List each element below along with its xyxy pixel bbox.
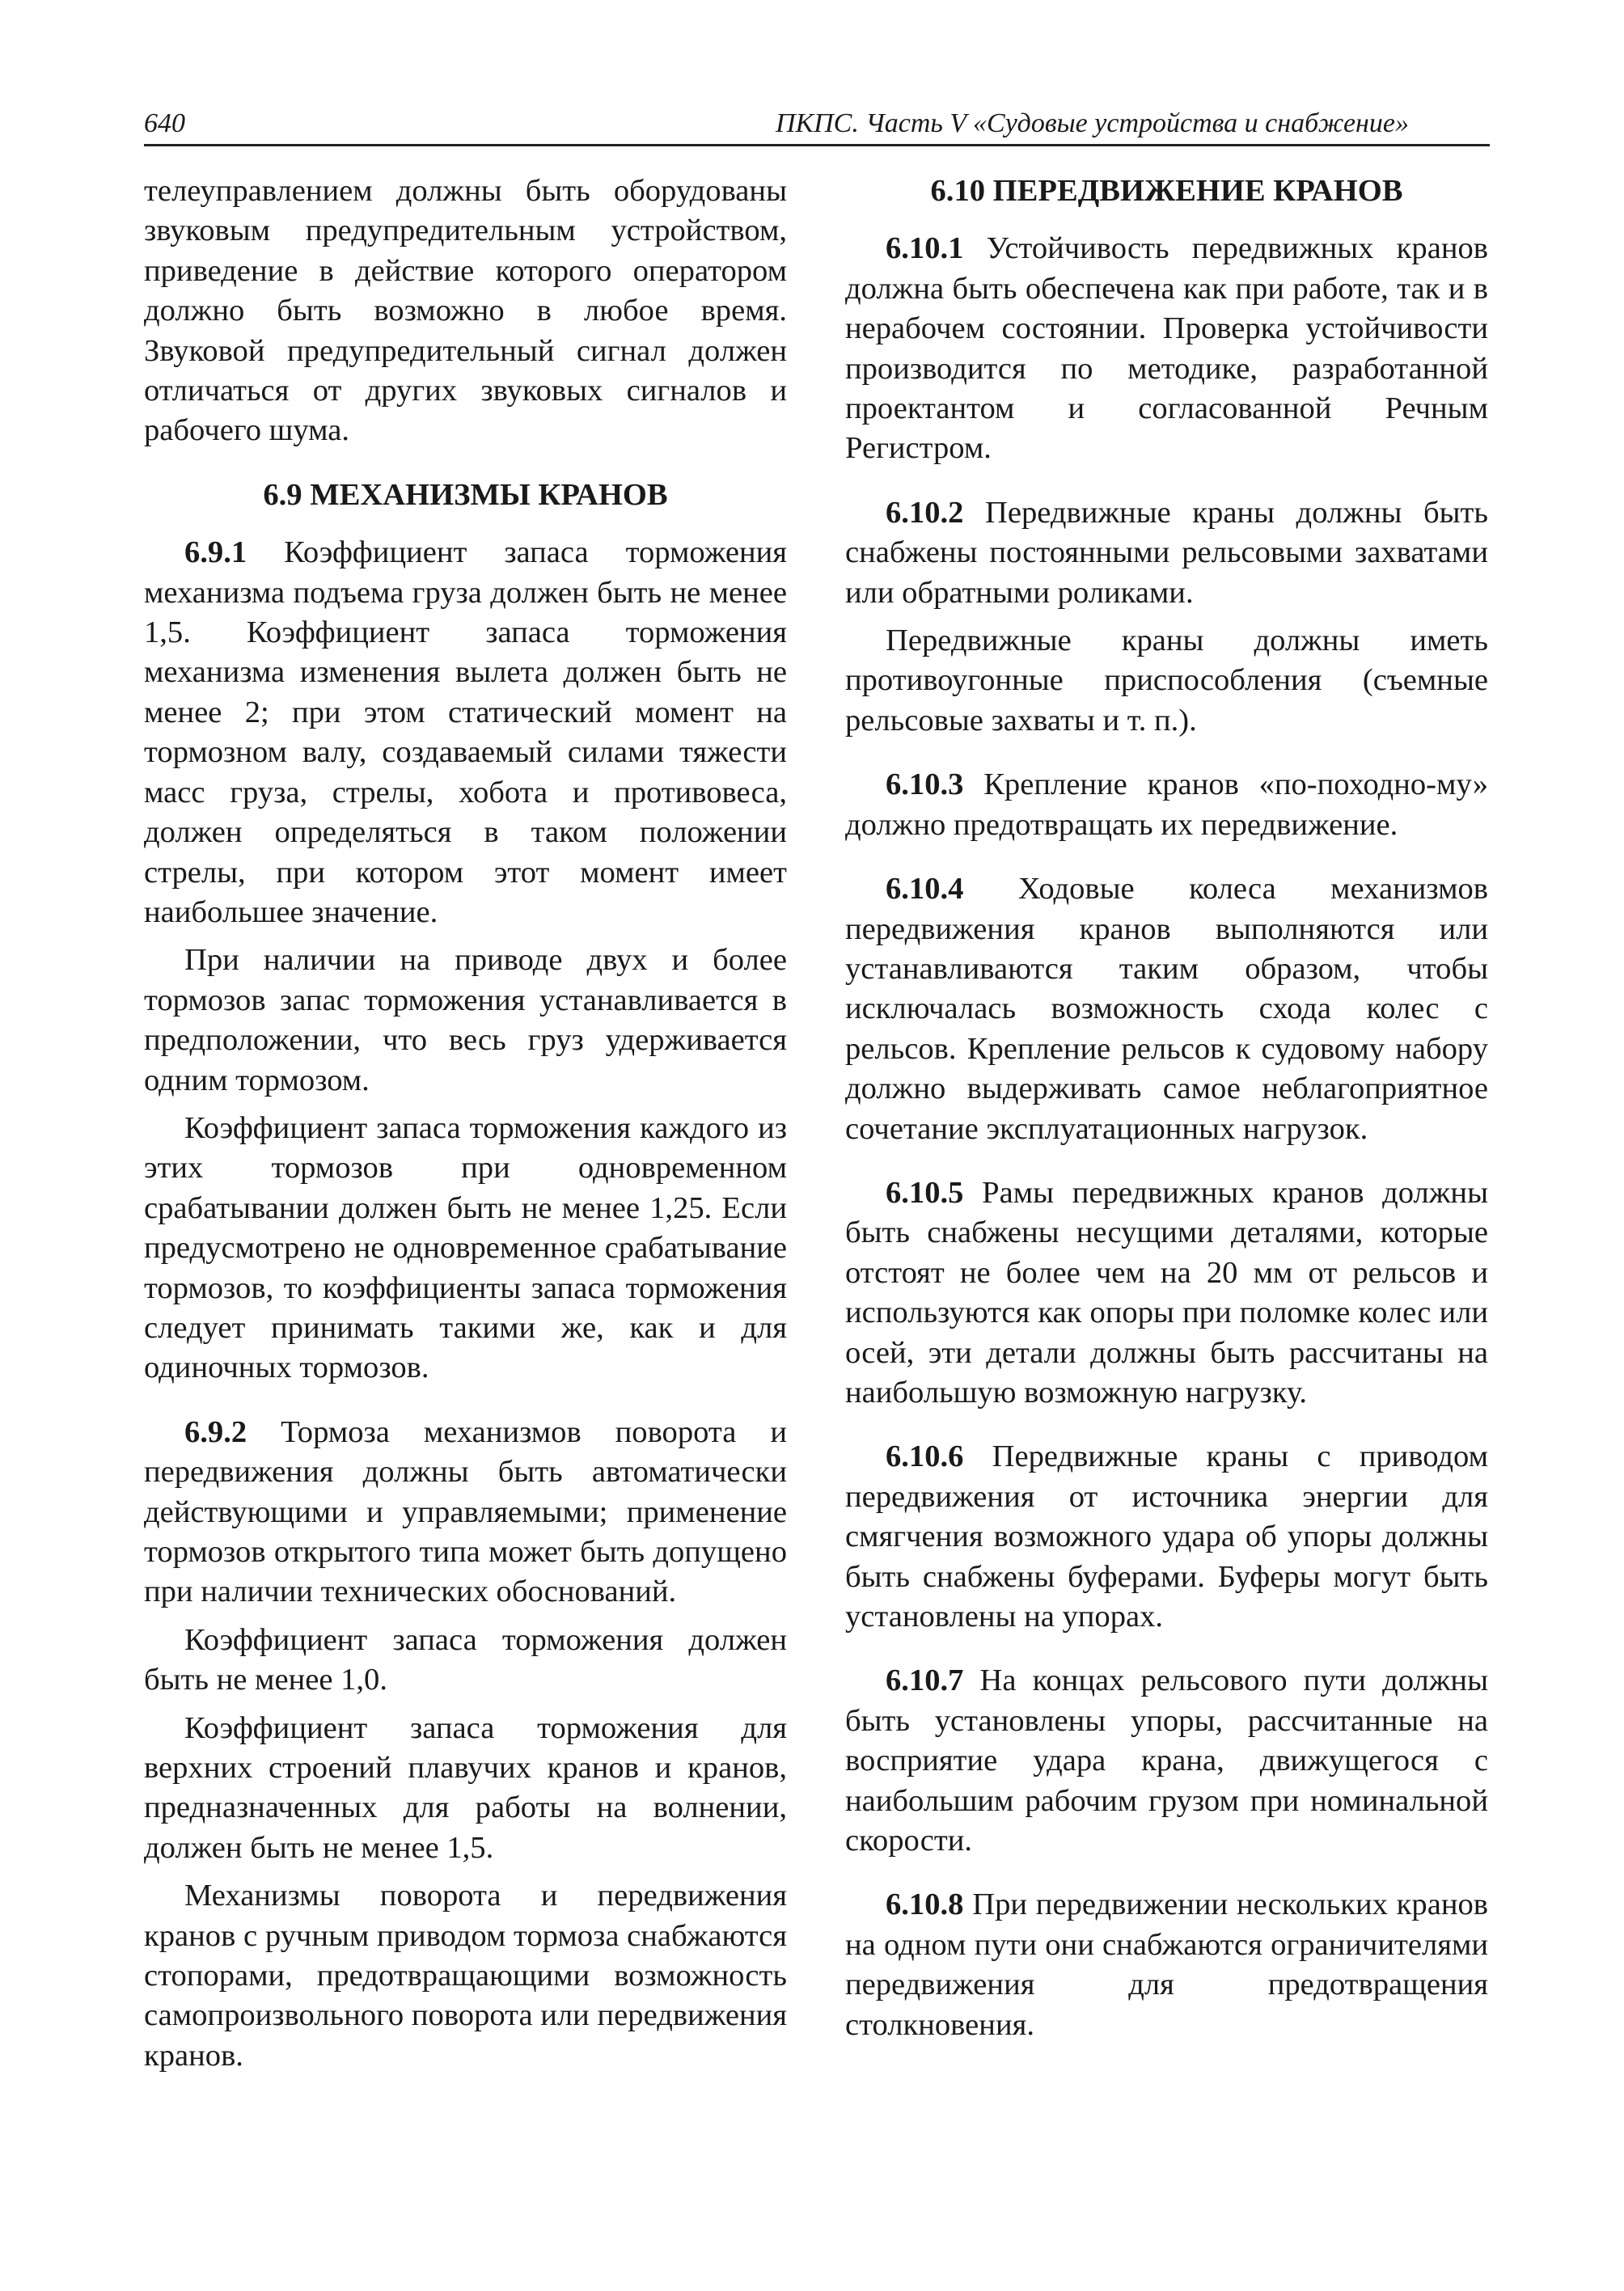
clause-number: 6.10.7: [886, 1663, 964, 1698]
clause-6-10-6: [845, 1437, 1488, 1637]
clause-text: Рамы передвижных кранов должны быть снабжены несущими деталями, которые отстоят не более чем на 20 мм от рельсов и используются как опоры при поломке колес или осей, эти детали должны быть рассчитаны на наибольшую возможную нагрузку.: [845, 1175, 1488, 1410]
clause-number: 6.10.6: [886, 1439, 964, 1474]
section-6-9-heading: 6.9 МЕХАНИЗМЫ КРАНОВ: [263, 477, 668, 512]
clause-text: При передвижении нескольких кранов на одном пути они снабжаются ограничителями передвижения для предотвращения столкновения.: [845, 1887, 1488, 2042]
clause-number: 6.10.5: [886, 1175, 964, 1210]
clause-6-9-2: [144, 1413, 787, 1613]
clause-text: Ходовые колеса механизмов передвижения кранов выполняются или устанавливаются таким образом, чтобы исключалась возможность схода колес с рельсов. Крепление рельсов к судовому набору должно выдерживать самое неблагоприятное сочетание эксплуатационных нагрузок.: [845, 872, 1488, 1146]
running-header: [144, 104, 1490, 146]
clause-text: Коэффициент запаса торможения механизма подъема груза должен быть не менее 1,5. Коэффициент запаса торможения механизма изменения вылета должен быть не менее 2; при этом статический момент на тормозном валу, создаваемый силами тяжести масс груза, стрелы, хобота и противовеса, должен определяться в таком положении стрелы, при котором этот момент имеет наибольшее значение.: [144, 535, 787, 929]
paragraph: Коэффициент запаса торможения для верхних строений плавучих кранов и кранов, предназначенных для работы на волнении, должен быть не менее 1,5.: [144, 1710, 787, 1865]
page-number: 640: [144, 108, 185, 138]
clause-6-10-8: [845, 1885, 1488, 2045]
clause-text: На концах рельсового пути должны быть установлены упоры, рассчитанные на восприятие удара крана, движущегося с наибольшим рабочим грузом при номинальной скорости.: [845, 1663, 1488, 1858]
clause-number: 6.10.8: [886, 1887, 964, 1922]
running-title: ПКПС. Часть V «Судовые устройства и снабжение»: [775, 108, 1409, 138]
clause-text: Устойчивость передвижных кранов должна быть обеспечена как при работе, так и в нерабочем состоянии. Проверка устойчивости производится по методике, разработанной проектантом и согласованной Речным Регистром.: [845, 231, 1488, 466]
paragraph: Коэффициент запаса торможения каждого из этих тормозов при одновременном срабатывании должен быть не менее 1,25. Если предусмотрено не одновременное срабатывание тормозов, то коэффициенты запаса торможения следует принимать такими же, как и для одиночных тормозов.: [144, 1110, 787, 1385]
paragraph: При наличии на приводе двух и более тормозов запас торможения устанавливается в предположении, что весь груз удерживается одним тормозом.: [144, 943, 787, 1097]
clause-text: Крепление кранов «по-походно-му» должно предотвращать их передвижение.: [845, 767, 1488, 842]
clause-number: 6.9.2: [184, 1414, 247, 1449]
clause-6-10-3: [845, 765, 1488, 845]
clause-number: 6.9.1: [184, 535, 247, 570]
clause-text: Передвижные краны должны быть снабжены постоянными рельсовыми захватами или обратными роликами.: [845, 495, 1488, 610]
clause-text: Передвижные краны с приводом передвижения от источника энергии для смягчения возможного удара об упоры должны быть снабжены буферами. Буферы могут быть установлены на упорах.: [845, 1439, 1488, 1634]
clause-6-10-1: [845, 229, 1488, 468]
clause-number: 6.10.3: [886, 767, 964, 802]
paragraph: Передвижные краны должны иметь противоугонные приспособления (съемные рельсовые захваты и т. п.).: [845, 623, 1488, 738]
paragraph: Коэффициент запаса торможения должен быть не менее 1,0.: [144, 1622, 787, 1697]
clause-6-10-7: [845, 1661, 1488, 1861]
clause-number: 6.10.1: [886, 231, 964, 266]
clause-number: 6.10.4: [886, 872, 964, 907]
clause-6-10-4: [845, 869, 1488, 1149]
clause-6-10-2: [845, 493, 1488, 613]
right-column: [845, 171, 1488, 2045]
continuation-paragraph: телеуправлением должны быть оборудованы звуковым предупредительным устройством, приведение в действие которого оператором должно быть возможно в любое время. Звуковой предупредительный сигнал должен отличаться от других звуковых сигналов и рабочего шума.: [144, 174, 787, 448]
clause-6-9-1: [144, 533, 787, 932]
paragraph: Механизмы поворота и передвижения кранов с ручным приводом тормоза снабжаются стопорами, предотвращающими возможность самопроизвольного поворота или передвижения кранов.: [144, 1879, 787, 2073]
section-6-10-heading: 6.10 ПЕРЕДВИЖЕНИЕ КРАНОВ: [930, 174, 1403, 208]
clause-number: 6.10.2: [886, 495, 964, 530]
clause-6-10-5: [845, 1173, 1488, 1413]
clause-text: Тормоза механизмов поворота и передвижения должны быть автоматически действующими и управляемыми; применение тормозов открытого типа может быть допущено при наличии технических обоснований.: [144, 1414, 787, 1609]
left-column: [144, 171, 787, 2076]
